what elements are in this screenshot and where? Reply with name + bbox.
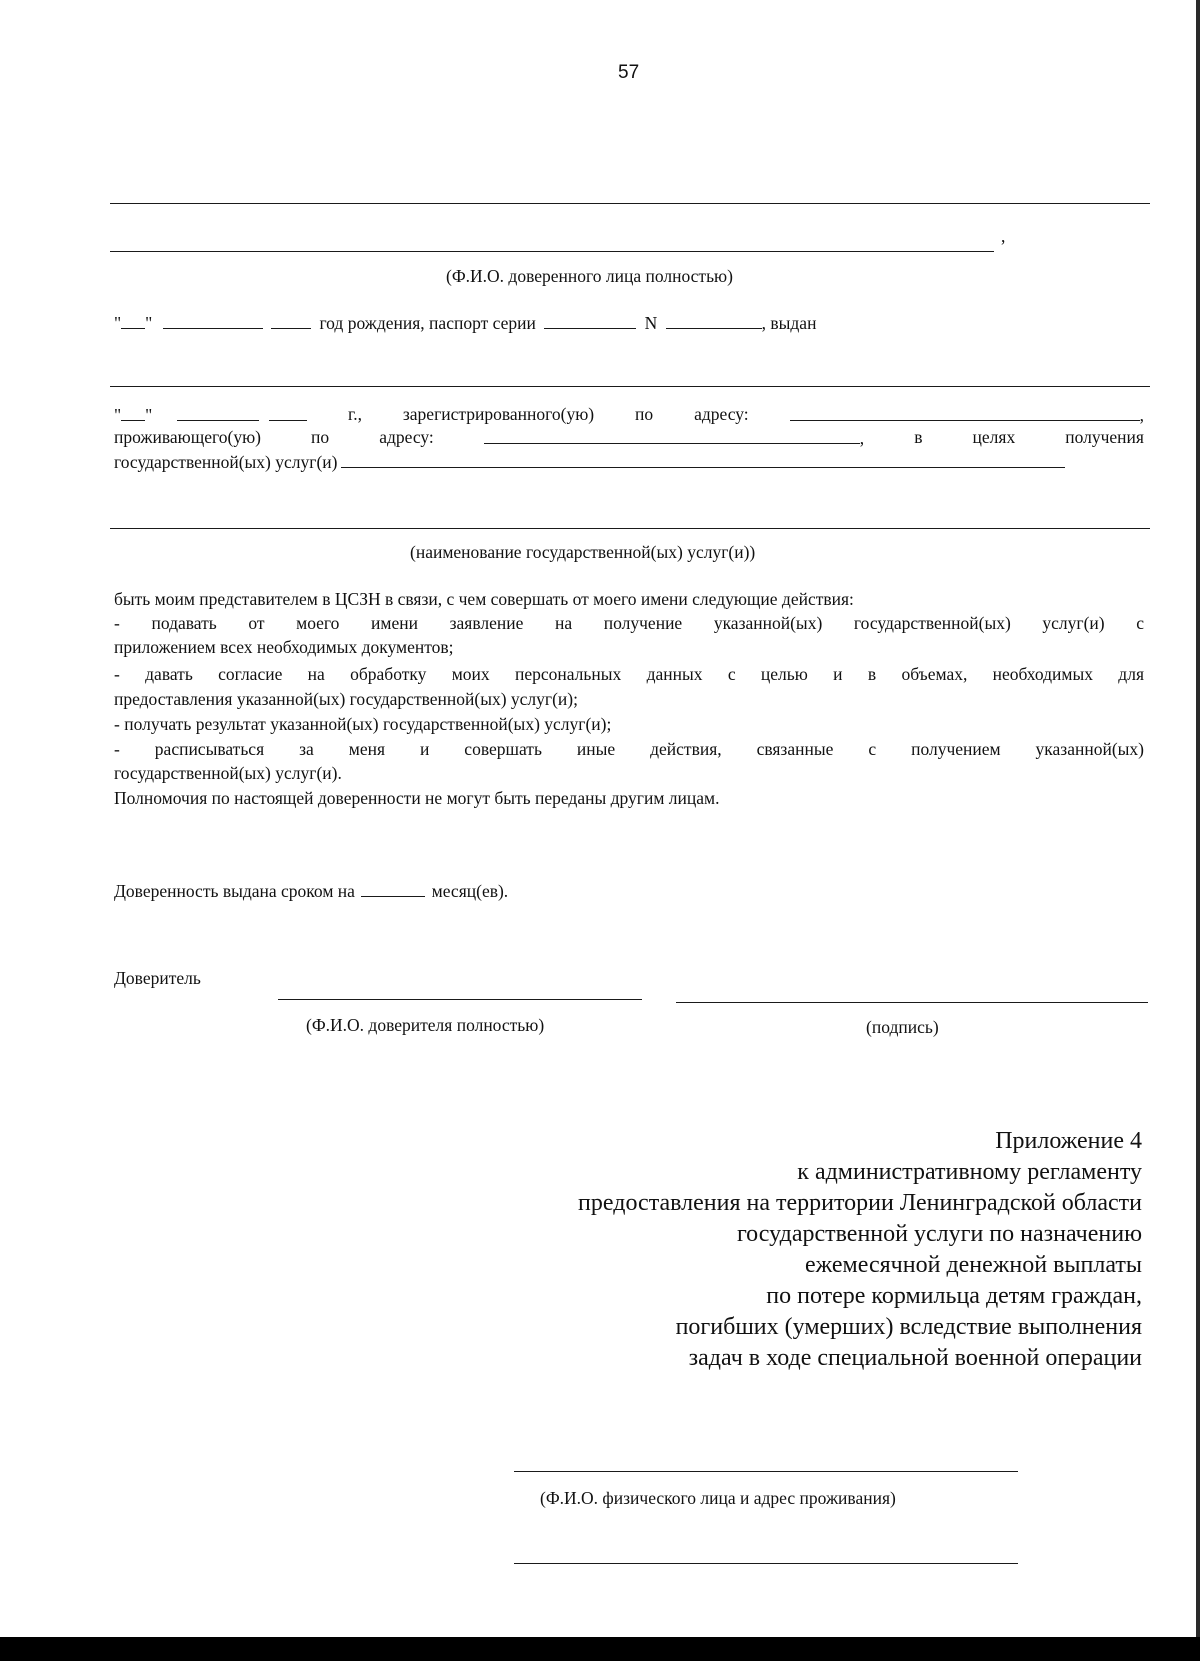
issued-text: , выдан xyxy=(761,313,817,333)
birth-year-text: год рождения, паспорт серии xyxy=(319,313,536,333)
reg-word-1: зарегистрированного(ую) xyxy=(402,404,595,424)
issued-by-line[interactable] xyxy=(110,386,1150,387)
body-line-6: - получать результат указанной(ых) государственной(ых) услуг(и); xyxy=(114,714,612,734)
caption-person: (Ф.И.О. физического лица и адрес проживания) xyxy=(540,1488,896,1508)
caption-service: (наименование государственной(ых) услуг(и)) xyxy=(410,542,756,562)
quote-open: " xyxy=(114,313,122,333)
service-name-line[interactable] xyxy=(110,528,1150,529)
resid-word-6: получения xyxy=(1065,427,1144,447)
appendix-line-7: погибших (умерших) вследствие выполнения xyxy=(675,1314,1142,1340)
registration-line xyxy=(114,403,1144,426)
principal-name-line[interactable] xyxy=(278,999,642,1000)
body-line-5: предоставления указанной(ых) государственной(ых) услуг(и); xyxy=(114,689,578,709)
reg-word-2: по xyxy=(635,404,654,424)
birth-passport-line xyxy=(114,311,816,334)
caption-signature: (подпись) xyxy=(866,1017,939,1037)
appendix-line-2: к административному регламенту xyxy=(797,1159,1142,1185)
person-address-line[interactable] xyxy=(514,1563,1018,1564)
resid-word-5: целях xyxy=(972,427,1016,447)
term-text-after: месяц(ев). xyxy=(431,881,509,901)
caption-principal: (Ф.И.О. доверителя полностью) xyxy=(306,1015,545,1035)
resid-word-2: по xyxy=(311,427,330,447)
body-line-8: государственной(ых) услуг(и). xyxy=(114,763,342,783)
appendix-title: Приложение 4 xyxy=(995,1128,1142,1154)
reg-date-group xyxy=(114,403,307,426)
quote-close: " xyxy=(145,313,153,333)
trustee-name-line-1[interactable] xyxy=(110,203,1150,204)
person-name-line[interactable] xyxy=(514,1471,1018,1472)
passport-number-field[interactable] xyxy=(666,311,762,329)
caption-trustee: (Ф.И.О. доверенного лица полностью) xyxy=(446,266,733,286)
scan-right-edge xyxy=(1196,0,1200,1661)
body-line-4: - давать согласие на обработку моих персональных данных с целью и в объемах, необходимых для xyxy=(114,664,1144,684)
resid-word-4: в xyxy=(914,427,923,447)
appendix-line-4: государственной услуги по назначению xyxy=(736,1221,1142,1247)
trailing-comma: , xyxy=(1001,226,1006,246)
resid-address-group xyxy=(484,426,864,449)
appendix-block xyxy=(578,1126,1142,1374)
birth-month-field[interactable] xyxy=(163,311,263,329)
quote-open: " xyxy=(114,405,122,425)
reg-address-group xyxy=(790,403,1144,426)
body-line-1: быть моим представителем в ЦСЗН в связи, с чем совершать от моего имени следующие действия: xyxy=(114,589,854,609)
residence-address-field[interactable] xyxy=(484,426,860,444)
appendix-line-3: предоставления на территории Ленинградской области xyxy=(578,1190,1142,1216)
reg-year-text: г., xyxy=(347,404,362,424)
principal-label: Доверитель xyxy=(114,968,201,988)
scan-bottom-edge xyxy=(0,1637,1200,1661)
page-number: 57 xyxy=(618,62,640,83)
birth-year-field[interactable] xyxy=(271,311,311,329)
term-text-before: Доверенность выдана сроком на xyxy=(114,881,355,901)
body-line-7: - расписываться за меня и совершать иные действия, связанные с получением указанной(ых) xyxy=(114,739,1144,759)
body-line-9: Полномочия по настоящей доверенности не могут быть переданы другим лицам. xyxy=(114,788,720,808)
body-line-3: приложением всех необходимых документов; xyxy=(114,637,454,657)
resid-comma: , xyxy=(859,428,865,448)
reg-word-3: адресу: xyxy=(694,404,749,424)
reg-end-comma: , xyxy=(1139,405,1144,425)
services-field[interactable] xyxy=(341,450,1065,468)
services-label: государственной(ых) услуг(и) xyxy=(114,452,338,472)
body-line-2: - подавать от моего имени заявление на получение указанной(ых) государственной(ых) услуг(и) с xyxy=(114,613,1144,633)
residence-line xyxy=(114,426,1144,449)
term-line xyxy=(114,879,508,902)
quote-close: " xyxy=(145,405,153,425)
registration-address-field[interactable] xyxy=(790,403,1140,421)
resid-word-1: проживающего(ую) xyxy=(114,427,261,447)
number-sign: N xyxy=(644,313,658,333)
birth-day-field[interactable] xyxy=(121,311,145,329)
services-line xyxy=(114,450,1065,473)
term-months-field[interactable] xyxy=(361,879,425,897)
trustee-name-line-2[interactable] xyxy=(110,251,994,252)
passport-series-field[interactable] xyxy=(544,311,636,329)
issue-year-field[interactable] xyxy=(269,403,307,421)
appendix-line-6: по потере кормильца детям граждан, xyxy=(766,1283,1142,1309)
principal-signature-line[interactable] xyxy=(676,1002,1148,1003)
issue-month-field[interactable] xyxy=(177,403,259,421)
appendix-line-8: задач в ходе специальной военной операции xyxy=(688,1345,1142,1371)
resid-word-3: адресу: xyxy=(379,427,434,447)
issue-day-field[interactable] xyxy=(121,403,145,421)
appendix-line-5: ежемесячной денежной выплаты xyxy=(804,1252,1142,1278)
